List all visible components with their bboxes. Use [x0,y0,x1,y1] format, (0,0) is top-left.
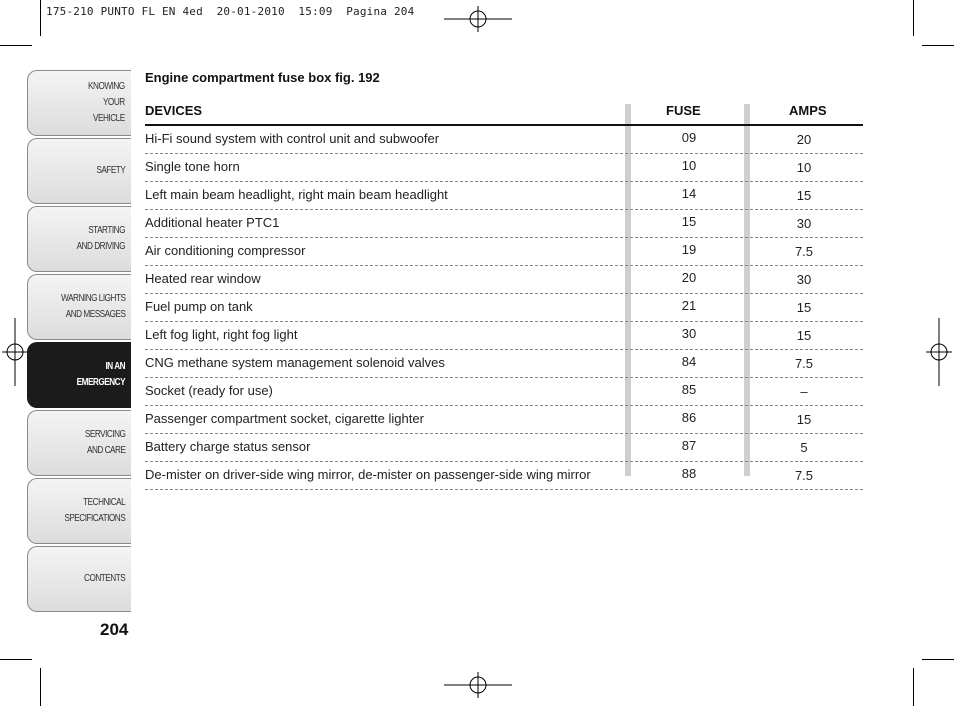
fuse-cell: 30 [681,326,697,341]
device-cell: Socket (ready for use) [145,383,273,398]
registration-mark [444,672,512,698]
fuse-cell: 20 [681,270,697,285]
crop-mark [922,659,954,660]
header-devices: DEVICES [145,103,203,118]
crop-mark [40,0,41,36]
fuse-cell: 85 [681,382,697,397]
amps-cell: 30 [796,216,812,231]
table-row [145,322,863,350]
fuse-cell: 86 [681,410,697,425]
table-row [145,378,863,406]
tab-label: CONTENTS [83,573,125,584]
fuse-cell: 88 [681,466,697,481]
table-caption: Engine compartment fuse box fig. 192 [145,70,380,85]
fuse-table [145,126,863,490]
crop-mark [913,668,914,706]
fuse-cell: 15 [681,214,697,229]
amps-cell: 20 [796,132,812,147]
table-row [145,238,863,266]
tab-safety[interactable] [27,138,131,204]
crop-mark [913,0,914,36]
fuse-cell: 10 [681,158,697,173]
tab-contents[interactable] [27,546,131,612]
amps-cell: 15 [796,328,812,343]
crop-mark [0,659,32,660]
table-row [145,294,863,322]
device-cell: Fuel pump on tank [145,299,253,314]
page-number: 204 [100,620,129,639]
device-cell: Left fog light, right fog light [145,327,298,342]
fuse-cell: 84 [681,354,697,369]
amps-cell: 15 [796,412,812,427]
device-cell: Passenger compartment socket, cigarette lighter [145,411,424,426]
amps-cell: 30 [796,272,812,287]
amps-cell: 15 [796,300,812,315]
fuse-cell: 21 [681,298,697,313]
device-cell: Air conditioning compressor [145,243,306,258]
device-cell: Heated rear window [145,271,261,286]
tab-label: TECHNICAL SPECIFICATIONS [64,497,125,524]
header-amps: AMPS [789,103,827,118]
device-cell: Single tone horn [145,159,240,174]
tab-servicing-and-care[interactable] [27,410,131,476]
tab-label: SERVICING AND CARE [84,429,125,456]
table-row [145,182,863,210]
table-row [145,210,863,238]
table-row [145,126,863,154]
crop-mark [40,668,41,706]
fuse-cell: 19 [681,242,697,257]
crop-mark [922,45,954,46]
header-fuse: FUSE [666,103,701,118]
device-cell: Battery charge status sensor [145,439,311,454]
fuse-cell: 09 [681,130,697,145]
table-row [145,434,863,462]
table-row [145,350,863,378]
tab-knowing-your-vehicle[interactable] [27,70,131,136]
device-cell: Hi-Fi sound system with control unit and subwoofer [145,131,440,146]
amps-cell: – [800,384,808,399]
amps-cell: 7.5 [794,468,814,483]
table-row [145,266,863,294]
tab-label: SAFETY [96,165,125,176]
device-cell: CNG methane system management solenoid valves [145,355,445,370]
print-slug: 175-210 PUNTO FL EN 4ed 20-01-2010 15:09 Pagina 204 [46,5,415,18]
device-cell: De-mister on driver-side wing mirror, de-mister on passenger-side wing mirror [145,467,591,482]
tab-label: IN AN EMERGENCY [76,361,125,388]
registration-mark [2,318,28,386]
registration-mark [444,6,512,32]
crop-mark [0,45,32,46]
amps-cell: 7.5 [794,356,814,371]
amps-cell: 15 [796,188,812,203]
fuse-cell: 14 [681,186,697,201]
amps-cell: 5 [800,440,808,455]
tab-label: KNOWING YOUR VEHICLE [88,81,125,124]
tab-starting-and-driving[interactable] [27,206,131,272]
tab-warning-lights-and-messages[interactable] [27,274,131,340]
amps-cell: 10 [796,160,812,175]
table-row [145,406,863,434]
table-row [145,462,863,490]
tab-label: WARNING LIGHTS AND MESSAGES [60,293,125,320]
amps-cell: 7.5 [794,244,814,259]
tab-technical-specifications[interactable] [27,478,131,544]
tab-label: STARTING AND DRIVING [76,225,125,252]
device-cell: Additional heater PTC1 [145,215,280,230]
registration-mark [926,318,952,386]
device-cell: Left main beam headlight, right main beam headlight [145,187,448,202]
table-row [145,154,863,182]
tab-in-an-emergency[interactable] [27,342,131,408]
fuse-cell: 87 [681,438,697,453]
